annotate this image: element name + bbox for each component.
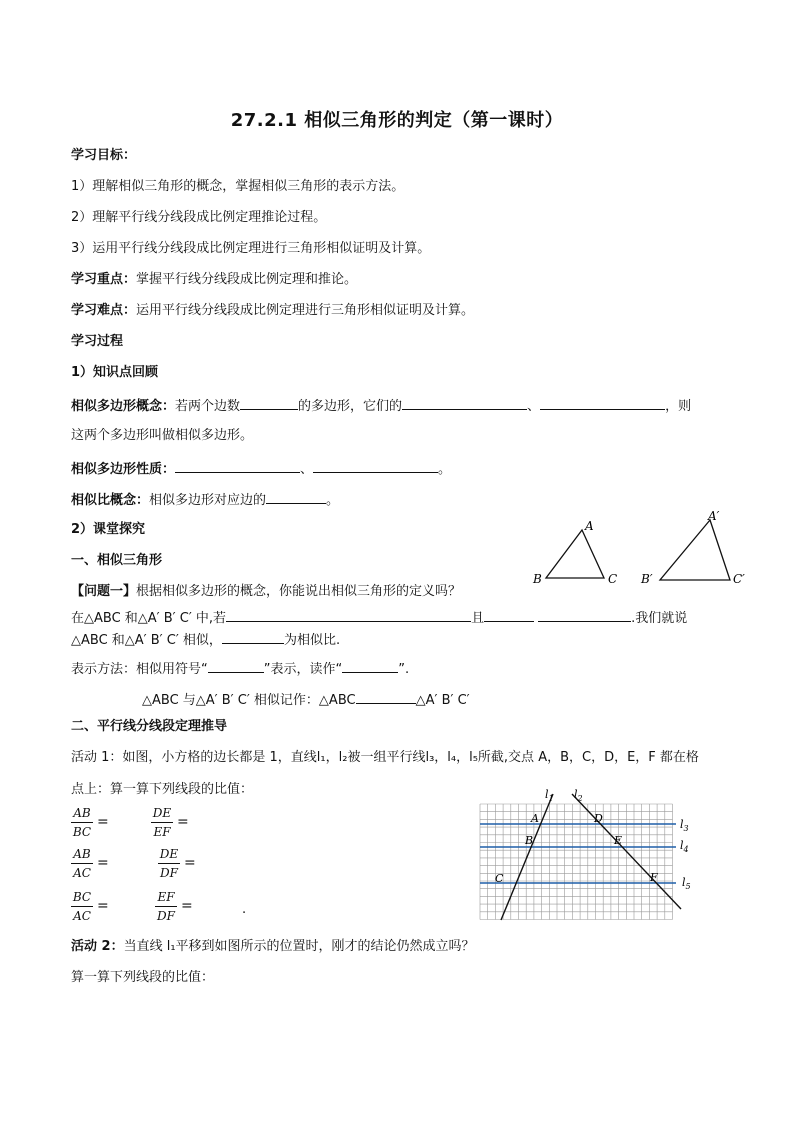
triangle-a-prime	[660, 520, 730, 580]
similar-triangles-figure	[528, 508, 758, 590]
point-label: F	[650, 871, 658, 884]
fraction-denominator: AC	[73, 866, 91, 880]
fraction-numerator: AB	[73, 806, 91, 820]
point-label: B	[525, 834, 534, 847]
fill-blank[interactable]	[266, 490, 326, 504]
fraction-numerator: DE	[152, 806, 172, 820]
review-heading: 1）知识点回顾	[71, 365, 159, 380]
section-similar-triangles: 一、相似三角形	[71, 553, 163, 568]
fill-blank[interactable]	[356, 690, 416, 704]
text-segment: 在△ABC 和△A′ B′ C′ 中,若	[71, 611, 227, 626]
objectives-heading: 学习目标：	[71, 148, 137, 163]
fill-blank[interactable]	[538, 608, 631, 622]
ratio-concept-line	[71, 490, 339, 510]
text-segment: 。	[326, 493, 340, 508]
text-segment: 。	[438, 462, 452, 477]
fill-blank[interactable]	[240, 396, 298, 410]
ratio-concept-label: 相似比概念：	[71, 493, 150, 508]
fill-blank[interactable]	[313, 459, 438, 473]
line-label: $l_4$	[680, 839, 689, 854]
vertex-label: B	[533, 572, 542, 586]
definition-line2	[71, 630, 340, 650]
objective-item: 3）运用平行线分线段成比例定理进行三角形相似证明及计算。	[71, 241, 431, 256]
triangle-abc	[546, 530, 604, 578]
fraction-denominator: DF	[160, 866, 178, 880]
fraction-bar	[71, 822, 93, 823]
text-segment: ”.	[398, 662, 410, 677]
vertex-label: A	[585, 519, 594, 533]
difficulty-line	[71, 302, 474, 320]
fraction-bar	[71, 863, 93, 864]
activity-two-label: 活动 2：	[71, 939, 124, 954]
equals-sign: =	[184, 855, 196, 871]
difficulty-text: 运用平行线分线段成比例定理进行三角形相似证明及计算。	[136, 303, 475, 318]
polygon-property-line	[71, 459, 451, 479]
text-segment: 为相似比.	[283, 633, 341, 648]
text-segment: ，则	[665, 399, 692, 414]
page-title: 27.2.1 相似三角形的判定（第一课时）	[230, 110, 564, 131]
text-segment: .我们就说	[631, 611, 688, 626]
vertex-label: A′	[708, 509, 720, 523]
explore-heading: 2）课堂探究	[71, 522, 146, 537]
objective-item: 1）理解相似三角形的概念，掌握相似三角形的表示方法。	[71, 179, 405, 194]
vertex-label: C	[608, 572, 618, 586]
fraction-bar	[151, 822, 173, 823]
process-heading: 学习过程	[71, 334, 124, 349]
text-segment: 根据相似多边形的概念，你能说出相似三角形的定义吗？	[136, 584, 462, 599]
compute-line: 算一算下列线段的比值：	[71, 970, 215, 985]
fraction-bar	[71, 906, 93, 907]
line-label: $l_2$	[574, 788, 583, 803]
key-point-text: 掌握平行线分线段成比例定理和推论。	[136, 272, 358, 287]
question-one-line	[71, 583, 461, 601]
fill-blank[interactable]	[175, 459, 300, 473]
text-segment: 且	[471, 611, 485, 626]
equals-sign: =	[177, 814, 189, 830]
text-segment: △A′ B′ C′	[415, 693, 470, 708]
fraction-denominator: BC	[72, 825, 92, 839]
notation-example-line	[142, 690, 470, 710]
notation-line	[71, 659, 409, 679]
parallel-lines-grid-figure	[476, 786, 698, 922]
fraction-denominator: EF	[153, 825, 171, 839]
point-label: D	[594, 812, 603, 825]
fraction-bar	[158, 863, 180, 864]
line-label: $l_1$	[545, 788, 554, 803]
fraction-numerator: BC	[72, 890, 92, 904]
point-label: E	[614, 834, 623, 847]
text-segment: 相似多边形对应边的	[149, 493, 267, 508]
fill-blank[interactable]	[342, 659, 398, 673]
fraction-numerator: EF	[157, 890, 175, 904]
fraction-numerator: DE	[159, 847, 179, 861]
polygon-property-label: 相似多边形性质：	[71, 462, 176, 477]
text-segment: 当直线 l₁平移到如图所示的位置时，刚才的结论仍然成立吗？	[123, 939, 475, 954]
question-one-label: 【问题一】	[71, 584, 137, 599]
point-label: C	[495, 872, 504, 885]
fill-blank[interactable]	[402, 396, 527, 410]
text-segment: 、	[527, 399, 541, 414]
equals-sign: =	[97, 855, 109, 871]
text-segment: △ABC 和△A′ B′ C′ 相似，	[71, 633, 222, 648]
fraction-denominator: AC	[73, 909, 91, 923]
polygon-concept-line2: 这两个多边形叫做相似多边形。	[71, 428, 254, 443]
activity-one-line2: 点上：算一算下列线段的比值：	[71, 782, 254, 797]
polygon-concept-line	[71, 396, 691, 416]
difficulty-label: 学习难点：	[71, 303, 137, 318]
line-label: $l_3$	[680, 818, 689, 833]
point-label: A	[531, 812, 539, 825]
activity-one-line1: 活动 1：如图，小方格的边长都是 1，直线l₁，l₂被一组平行线l₃，l₄，l₅所截,交点 A，B，C，D，E，F 都在格	[71, 750, 699, 765]
text-segment: ”表示，读作“	[263, 662, 343, 677]
vertex-label: B′	[641, 572, 653, 586]
fraction-denominator: DF	[157, 909, 175, 923]
fill-blank[interactable]	[226, 608, 471, 622]
vertex-label: C′	[733, 572, 745, 586]
fill-blank[interactable]	[222, 630, 284, 644]
definition-line	[71, 608, 687, 628]
transversal-line-l1	[501, 794, 553, 920]
section-parallel-theorem: 二、平行线分线段定理推导	[71, 719, 228, 734]
text-segment: 表示方法：相似用符号“	[71, 662, 208, 677]
polygon-concept-label: 相似多边形概念：	[71, 399, 176, 414]
text-segment: △ABC 与△A′ B′ C′ 相似记作：△ABC	[142, 693, 356, 708]
line-label: $l_5$	[682, 876, 691, 891]
fill-blank[interactable]	[540, 396, 665, 410]
text-segment: 的多边形，它们的	[298, 399, 403, 414]
equals-sign: =	[97, 898, 109, 914]
trailing-dot: .	[242, 902, 247, 917]
activity-two-line	[71, 938, 475, 956]
text-segment: 若两个边数	[175, 399, 241, 414]
fraction-bar	[155, 906, 177, 907]
fill-blank[interactable]	[484, 608, 534, 622]
key-point-label: 学习重点：	[71, 272, 137, 287]
objective-item: 2）理解平行线分线段成比例定理推论过程。	[71, 210, 327, 225]
equals-sign: =	[181, 898, 193, 914]
equals-sign: =	[97, 814, 109, 830]
key-point-line	[71, 271, 357, 289]
text-segment: 、	[300, 462, 314, 477]
fraction-numerator: AB	[73, 847, 91, 861]
fill-blank[interactable]	[208, 659, 264, 673]
